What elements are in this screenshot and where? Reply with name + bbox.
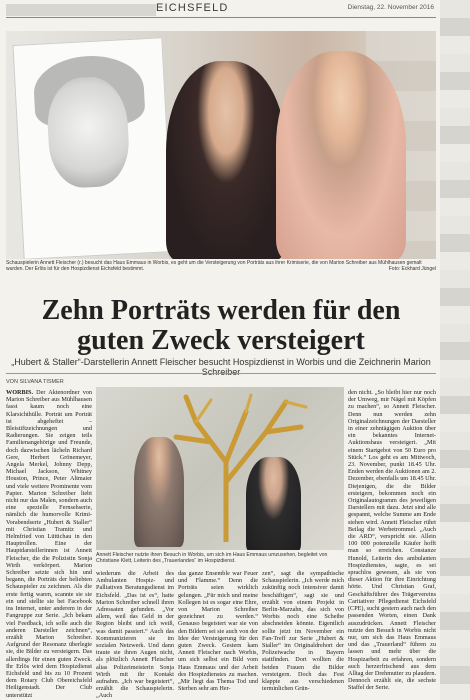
subheadline: „Hubert & Staller“-Darstellerin Annett Fleischer besucht Hospizdienst in Worbis und die Zeichnerin Marion Schreiber	[11, 357, 431, 377]
article-column-4: zen“, sagt die sympathische Schauspielerin. „Ich werde mich zukünftig noch intensiver damit beschäftigen“, sagt sie und erzählt von einem Projekt in Berlin-Marzahn, das sich von Worbis noch eine Scheibe abschneiden könnte. Eigentlich sollte jetzt im November ein Fan-Treff zur Serie „Hubert & Staller“ im Originaldrehort der Polizeiwache in Bayern stattfinden. Dort wollten die beiden Frauen die Bilder versteigern. Doch das Fest klappte aus verschiedenen terminlichen Grün-	[262, 570, 344, 693]
portrait-drawing	[12, 37, 173, 259]
top-photo-caption: Schauspielerin Annett Fleischer (r.) besucht das Haus Emmaus in Worbis, es geht um die Versteigerung von Porträts aus ihrer Krimiserie, die von Marion Schreiber aus Mühlhausen gemalt wurden. Der Erlös ist für den Hospizdienst Eichsfeld bestimmt. Foto: Eckhard Jüngel	[6, 260, 436, 272]
dateline: WORBIS.	[6, 389, 33, 396]
issue-date: Dienstag, 22. November 2016	[347, 4, 434, 11]
photo-credit: Foto: Eckhard Jüngel	[388, 266, 436, 272]
section-name: EICHSFELD	[156, 2, 229, 14]
article-column-2: wiederum die Arbeit des Ambulanten Hospiz- und Palliativen Beratungsdienst im Eichsfeld. „Das ist es“, hatte Marion Schreiber schnell ihren Adressaten gefunden. „Vor allem, weil das Geld in der Region bleibt und ich weiß, was damit passiert.“ Auch das Kommunizieren sie im sozialen Netzwerk. Und dann traute sie ihren Augen nicht, als plötzlich Annett Fleischer alias Polizeimeisterin Sonja Wirth mit ihr Kontakt aufnahm. „Ich war begeistert“, erzählt die Schauspielerin. „Auch	[96, 570, 174, 700]
top-photo	[6, 31, 436, 259]
header-decoration	[6, 4, 156, 16]
photo-person-left	[134, 437, 184, 547]
page-header	[6, 2, 468, 18]
article-column-1: WORBIS. Der Aktenordner von Marion Schreiber aus Mühlhausen fasst kaum noch eine Klarsichthülle. Porträt um Porträt ist abgeheftet – Bleistiftzeichnungen und Radierungen. Sie zeigen teils Familienangehörige und Freunde, doch dazwischen lächeln Richard Gere, Herbert Grönemeyer, Angela Merkel, Johnny Depp, Michael Jackson, Whitney Houston, Prince, Peter Altmaier und viele weitere Prominente vom Papier. Marion Schreiber liebt nicht nur das Malen, sondern auch eine spezielle Fernsehserie, nämlich die humorvolle Krimi-Vorabendserie „Hubert & Staller“ mit Christian Tramitz und Helmfried von Lüttichau in den Hauptrollen. Eine der Hauptdarstellerinnen ist Annett Fleischer, die die Polizistin Sonja Wirth verkörpert. Marion Schreiber setzte sich hin und begann, die Porträts der beliebten Schauspieler zu zeichnen. Als die erste fertig waren, scannte sie sie ein und stellte sie bei Facebook ins Internet, unter anderem in der Fangruppe zur Serie. „Ich bekam viel Feedback, ich solle auch die anderen Darsteller zeichnen“, erzählt Marion Schreiber. Aufgrund der Resonanz überlegte sie, die Bilder zu versteigern. Das allerdings für einen guten Zweck. Ihr Erlös wird dem Hospizdienst Eichsfeld und bis zu 10 Prozent dem Rotary Club Obereichsfeld Heiligenstadt. Der Club unterstützt	[6, 389, 92, 699]
byline-rule	[6, 373, 436, 374]
byline: VON SILVANA TISMER	[6, 379, 64, 385]
middle-photo	[96, 387, 344, 550]
photo-person-right	[276, 51, 406, 259]
article-column-5: den nicht. „So bleibt hier nur noch der Umweg, mir Nägel mit Köpfen zu machen“, so Annett Fleischer. Denn nun werden zehn Originalzeichnungen der Darsteller in einer zehntägigen Auktion über ein bekanntes Internet-Auktionshaus versteigert. „Mit einem Startgebot von 50 Euro pro Stück.“ Los geht es am Mittwoch, 23. November, punkt 18.45 Uhr. Enden werden die Auktionen am 2. Dezember, ebenfalls um 18.45 Uhr. Diejenigen, die die Bilder ersteigern, bekommen noch ein Originalautogramm des jeweiligen Darstellers mit dazu. Jetzt sind alle gespannt, welche Summe am Ende stehen wird. Annett Fleischer rührt Beilag die Werbetrommel. „Auch die ARD“, verspricht sie. Allein 100 000 potenzielle Käufer hofft man so erreichen. Constanze Hunold, Leiterin des ambulanten Hospizdienstes, sagte, es sei sprachlos gewesen, als sie von dieser Aktion für ihre Einrichtung hörte. Und Christian Graf, Geschäftsführer des Trägervereins Caritativer Pflegedienst Eichsfeld (CPE), sucht gestern auch nach den passenden Worten, einen Dank auszudrücken. Annett Fleischer nutzte den Besuch in Worbis nicht nur, um sich das Haus Emmaus und das „Trauerland“ führen zu lassen und mehr über die Hospizarbeit zu erfahren, sondern auch herzerfrischend aus dem Alltag der Drehmutter zu plaudern. Dennoch erzählt sie, die sechste Staffel der Serie.	[348, 389, 436, 692]
photo-person-left	[166, 61, 286, 259]
photo-person-right	[246, 457, 301, 550]
blurred-margin	[440, 0, 470, 700]
headline: Zehn Porträts werden für den guten Zweck versteigert	[41, 295, 401, 356]
article-column-3: das ganze Ensemble war Feuer und Flamme.“ Denn die Porträts seien wirklich gelungen. „Für mich und meine Kollegen ist es sogar eine Ehre, von Marion Schreiber gezeichnet zu werden.“ Genauso begeistert war sie von den Bildern sei sie auch von der Idee der Versteigerung für den guten Zweck. Gestern kam Annett Fleischer nach Worbis, um sich selbst ein Bild vom Haus Emmaus und der Arbeit des Hospizdienstes zu machen. „Mir liegt das Thema Tod und Sterben sehr am Her-	[178, 570, 258, 693]
header-rule	[6, 17, 436, 18]
middle-photo-caption: Annett Fleischer nutzte ihren Besuch in Worbis, um sich im Haus Emmaus umzusehen, begleitet von Christiane Klett, Leiterin des „Trauerlandes“ im Hospizdienst.	[96, 552, 328, 565]
